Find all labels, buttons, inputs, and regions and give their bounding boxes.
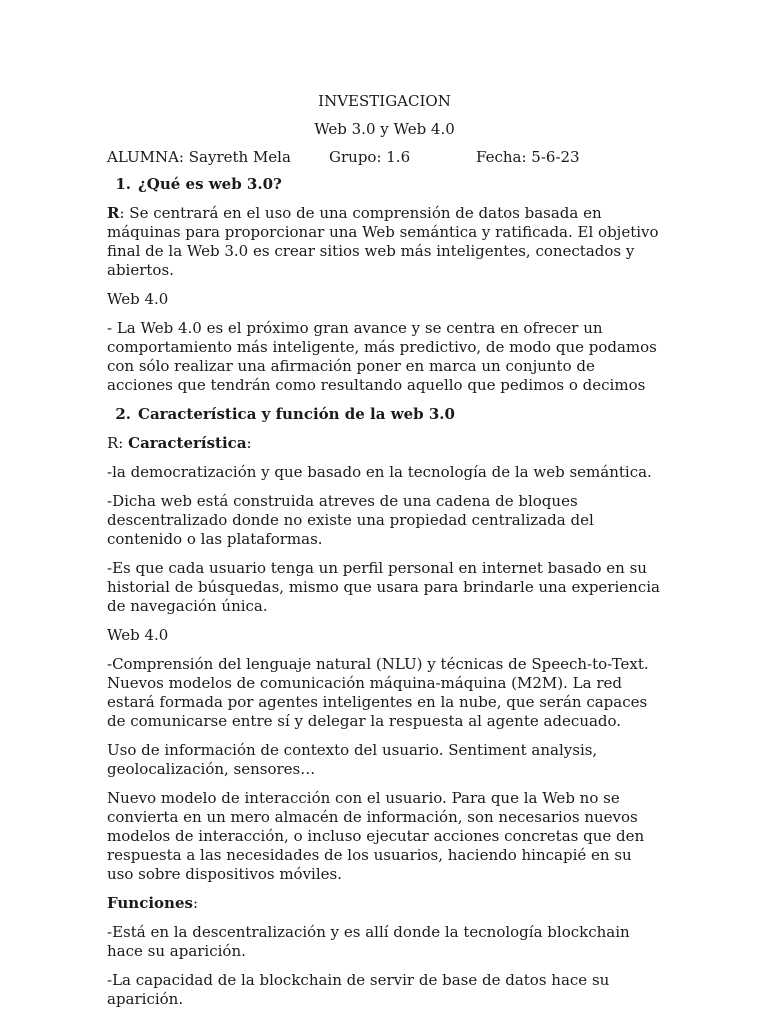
answer-prefix: R: — [107, 434, 129, 452]
question-number: 2. — [115, 405, 131, 423]
group-number: Grupo: 1.6 — [329, 148, 411, 166]
question-1-heading — [107, 175, 662, 194]
answer-prefix: R — [107, 204, 120, 222]
question-2-heading — [107, 405, 662, 424]
student-info-row — [107, 148, 662, 167]
document-title: INVESTIGACION — [318, 92, 451, 110]
characteristics-colon: : — [246, 434, 252, 452]
function-item: -La capacidad de la blockchain de servir de base de datos hace su aparición. — [107, 971, 610, 1008]
web4-paragraph: -Comprensión del lenguaje natural (NLU) y técnicas de Speech-to-Text. Nuevos modelos de comunicación máquina-máquina (M2M). La red estará formada por agentes inteligentes en la nube, que serán capaces de comunicarse entre sí y delegar la respuesta al agente adecuado. — [107, 655, 649, 730]
web4-paragraph: Uso de información de contexto del usuario. Sentiment analysis, geolocalización, sensores… — [107, 741, 598, 778]
document-page — [107, 92, 662, 1019]
web4-heading: Web 4.0 — [107, 290, 169, 308]
functions-heading — [107, 894, 662, 913]
functions-label: Funciones — [107, 894, 193, 912]
question-text: Característica y función de la web 3.0 — [138, 405, 455, 423]
answer-1-paragraph — [107, 204, 662, 280]
web4-paragraph: - La Web 4.0 es el próximo gran avance y se centra en ofrecer un comportamiento más inteligente, más predictivo, de modo que podamos con sólo realizar una afirmación poner en marca un conjunto de acciones que tendrán como resultando aquello que pedimos o decimos — [107, 319, 657, 394]
characteristics-label: Característica — [128, 434, 247, 452]
date: Fecha: 5-6-23 — [476, 148, 580, 166]
document-subtitle: Web 3.0 y Web 4.0 — [314, 120, 455, 138]
question-number: 1. — [115, 175, 131, 193]
function-item: -Está en la descentralización y es allí donde la tecnología blockchain hace su aparición. — [107, 923, 630, 960]
characteristic-item: -la democratización y que basado en la tecnología de la web semántica. — [107, 463, 652, 481]
functions-colon: : — [192, 894, 198, 912]
student-name: ALUMNA: Sayreth Mela — [107, 148, 291, 166]
characteristics-heading — [107, 434, 662, 453]
web4-paragraph: Nuevo modelo de interacción con el usuario. Para que la Web no se convierta en un mero almacén de información, son necesarios nuevos modelos de interacción, o incluso ejecutar acciones concretas que den respuesta a las necesidades de los usuarios, haciendo hincapié en su uso sobre dispositivos móviles. — [107, 789, 645, 883]
characteristic-item: -Dicha web está construida atreves de una cadena de bloques descentralizado donde no existe una propiedad centralizada del contenido o las plataformas. — [107, 492, 594, 548]
characteristic-item: -Es que cada usuario tenga un perfil personal en internet basado en su historial de búsquedas, mismo que usara para brindarle una experiencia de navegación única. — [107, 559, 660, 615]
question-text: ¿Qué es web 3.0? — [138, 175, 282, 193]
answer-text: : Se centrará en el uso de una comprensión de datos basada en máquinas para proporcionar una Web semántica y ratificada. El objetivo final de la Web 3.0 es crear sitios web más inteligentes, conectados y abiertos. — [107, 204, 659, 279]
web4-heading: Web 4.0 — [107, 626, 169, 644]
